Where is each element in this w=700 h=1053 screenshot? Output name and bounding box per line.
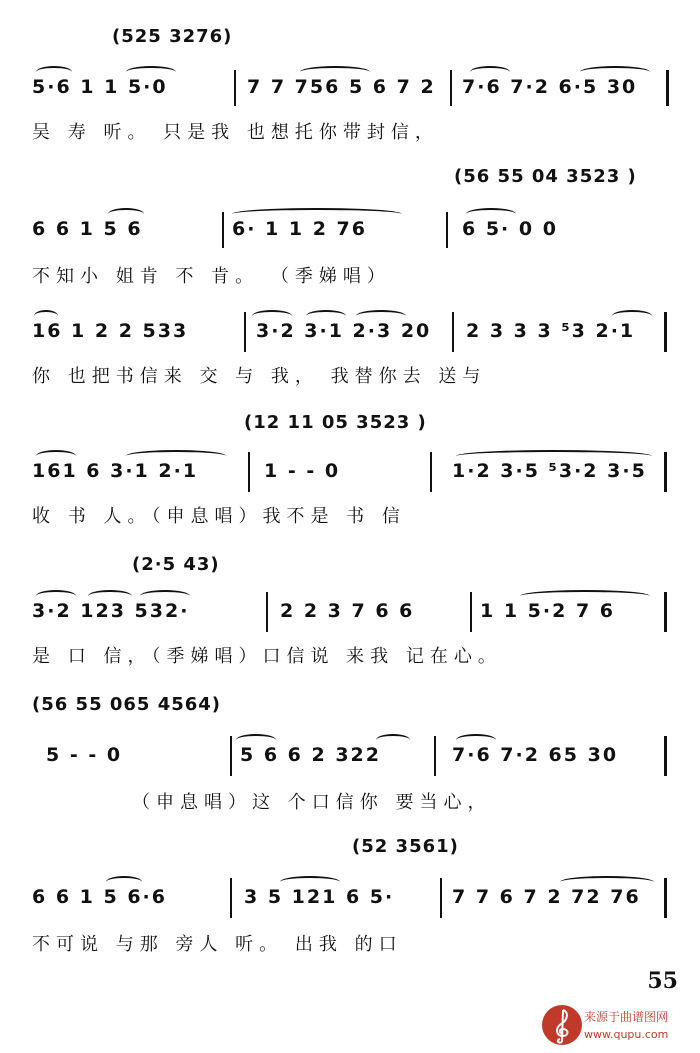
measure: 7 7 6 7 2 72 76 (452, 886, 641, 908)
measure: 2 2 3 7 6 6 (280, 600, 415, 622)
measure: 5·6 1 1 5·0 (32, 76, 168, 98)
measure: 6· 1 1 2 76 (232, 218, 367, 240)
barline (266, 592, 268, 632)
slur-mark (456, 734, 496, 746)
lyric-line: 收 书 人。（申息唱）我不是 书 信 (32, 506, 406, 527)
barline (664, 878, 667, 918)
slur-mark (520, 590, 650, 602)
slur-mark (126, 66, 176, 78)
page-number: 55 (647, 968, 678, 994)
slur-mark (280, 876, 340, 888)
lyric-line: 不知小 姐肯 不 肯。 （季娣唱） (32, 266, 391, 287)
slur-mark (36, 66, 72, 78)
barline (248, 452, 250, 492)
measure: 7·6 7·2 6·5 30 (462, 76, 638, 98)
barline (664, 736, 667, 776)
barline (234, 70, 236, 106)
measure: 161 6 3·1 2·1 (32, 460, 199, 482)
barline (230, 878, 232, 918)
barline (244, 312, 246, 352)
instrumental-phrase: (56 55 04 3523 ) (454, 166, 637, 187)
slur-mark (232, 208, 402, 220)
barline (664, 312, 667, 352)
measure: 7·6 7·2 65 30 (452, 744, 619, 766)
watermark-site-name: 来源于曲谱图网 (584, 1010, 669, 1024)
slur-mark (466, 208, 516, 220)
barline (440, 878, 442, 918)
slur-mark (88, 590, 132, 602)
slur-mark (126, 450, 226, 462)
slur-mark (356, 310, 406, 322)
instrumental-phrase: (56 55 065 4564) (32, 694, 222, 715)
slur-mark (236, 734, 276, 746)
barline (664, 592, 667, 632)
measure: 5 - - 0 (46, 744, 123, 766)
lyric-line: 吴 寿 听。 只是我 也想托你带封信， (32, 122, 439, 143)
measure: 3·2 123 532· (32, 600, 190, 622)
watermark (542, 1002, 692, 1048)
barline (430, 452, 432, 492)
slur-mark (306, 310, 346, 322)
slur-mark (252, 310, 292, 322)
slur-mark (376, 734, 410, 746)
lyric-line: 是 口 信，（季娣唱）口信说 来我 记在心。 (32, 646, 502, 667)
measure: 6 6 1 5 6 (32, 218, 143, 240)
instrumental-phrase: (2·5 43) (132, 554, 220, 575)
barline (450, 70, 452, 106)
lyric-line: 你 也把书信来 交 与 我， 我替你去 送与 (32, 366, 487, 387)
measure: 1 - - 0 (264, 460, 341, 482)
instrumental-phrase: (52 3561) (352, 836, 459, 857)
measure: 1 1 5·2 7 6 (480, 600, 615, 622)
barline (434, 736, 436, 776)
slur-mark (612, 310, 652, 322)
slur-mark (108, 208, 144, 220)
measure: 1·2 3·5 ⁵3·2 3·5 (452, 460, 647, 482)
barline (446, 212, 448, 248)
measure: 2 3 3 3 ⁵3 2·1 (466, 320, 636, 342)
instrumental-phrase: (12 11 05 3523 ) (244, 412, 427, 433)
measure: 16 1 2 2 533 (32, 320, 189, 342)
lyric-line: 不可说 与那 旁人 听。 出我 的口 (32, 934, 403, 955)
slur-mark (36, 590, 76, 602)
measure: 6 5· 0 0 (462, 218, 558, 240)
slur-mark (34, 310, 58, 322)
watermark-url: www.qupu.com (584, 1028, 669, 1041)
barline (230, 736, 232, 776)
measure: 6 6 1 5 6·6 (32, 886, 167, 908)
barline (666, 70, 669, 106)
barline (222, 212, 224, 248)
measure: 5 6 6 2 322 (240, 744, 382, 766)
instrumental-phrase: (525 3276) (112, 26, 233, 47)
slur-mark (470, 66, 510, 78)
slur-mark (300, 66, 370, 78)
slur-mark (140, 590, 190, 602)
measure: 3 5 121 6 5· (244, 886, 395, 908)
slur-mark (36, 450, 76, 462)
lyric-line: （申息唱）这 个口信你 要当心， (132, 792, 492, 813)
slur-mark (456, 450, 652, 462)
treble-clef-icon (542, 1002, 582, 1048)
slur-mark (560, 876, 654, 888)
measure: 7 7 756 5 6 7 2 (247, 76, 436, 98)
barline (664, 452, 667, 492)
slur-mark (106, 876, 142, 888)
measure: 3·2 3·1 2·3 20 (256, 320, 432, 342)
slur-mark (580, 66, 650, 78)
barline (452, 312, 454, 352)
barline (470, 592, 472, 632)
